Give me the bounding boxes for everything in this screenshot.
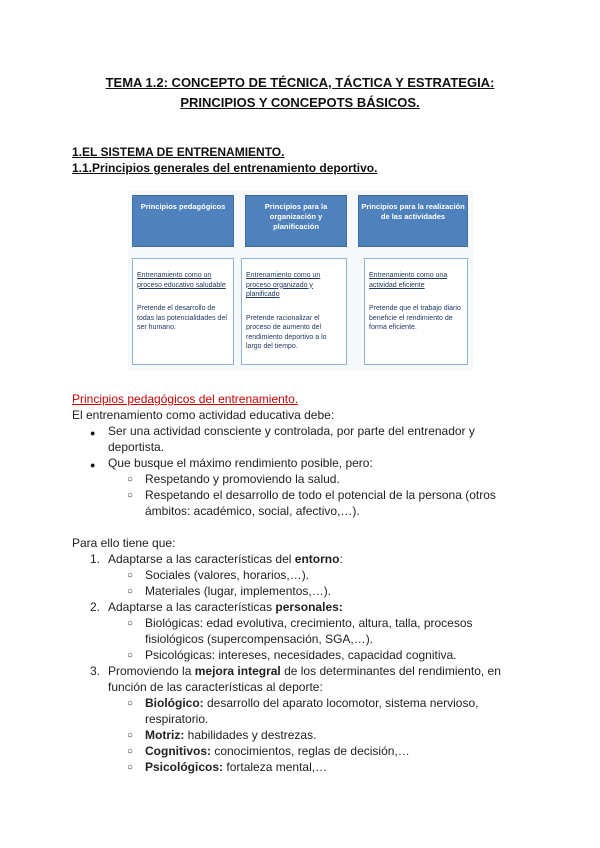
list-item: Que busque el máximo rendimiento posible, pero: bbox=[108, 456, 373, 470]
sub-list-item: Psicológicos: fortaleza mental,… bbox=[145, 760, 328, 774]
para-text: Para ello tiene que: bbox=[72, 536, 176, 550]
intro-text: El entrenamiento como actividad educativa debe: bbox=[72, 408, 335, 422]
diagram-desc-2: Pretende racionalizar el proceso de aumento del rendimiento deportivo a lo largo del tiempo. bbox=[246, 314, 327, 350]
diagram-link-2: Entrenamiento como un proceso organizado y planificado bbox=[246, 272, 321, 298]
principles-diagram bbox=[128, 191, 473, 371]
list-number: 1. bbox=[90, 552, 101, 566]
bullet-icon: ● bbox=[90, 460, 96, 470]
section-heading: 1.EL SISTEMA DE ENTRENAMIENTO. bbox=[72, 145, 285, 159]
numbered-item-1: Adaptarse a las características del entorno: bbox=[108, 552, 343, 566]
title-line-2: PRINCIPIOS Y CONCEPOTS BÁSICOS. bbox=[180, 95, 420, 110]
diagram-body-2 bbox=[241, 258, 347, 365]
list-item-cont: deportista. bbox=[108, 440, 165, 454]
list-number: 3. bbox=[90, 664, 101, 678]
circle-bullet-icon: ○ bbox=[127, 746, 134, 757]
diagram-head-3: Principios para la realización de las actividades bbox=[358, 195, 468, 247]
sub-list-item: Biológicas: edad evolutiva, crecimiento, altura, talla, procesos bbox=[145, 616, 473, 630]
circle-bullet-icon: ○ bbox=[127, 762, 134, 773]
diagram-body-1 bbox=[132, 258, 234, 365]
diagram-head-2: Principios para la organización y planificación bbox=[245, 195, 347, 247]
sub-list-item-cont: fisiológicos (supercompensación, SGA,…). bbox=[145, 632, 374, 646]
circle-bullet-icon: ○ bbox=[127, 650, 134, 661]
sub-list-item: Biológico: desarrollo del aparato locomotor, sistema nervioso, bbox=[145, 696, 479, 710]
sub-list-item-cont: respiratorio. bbox=[145, 712, 209, 726]
circle-bullet-icon: ○ bbox=[127, 730, 134, 741]
diagram-desc-1: Pretende el desarrollo de todas las potencialidades del ser humano. bbox=[137, 305, 227, 331]
sub-list-item: Psicológicas: intereses, necesidades, capacidad cognitiva. bbox=[145, 648, 457, 662]
sub-list-item: Materiales (lugar, implementos,…). bbox=[145, 584, 332, 598]
circle-bullet-icon: ○ bbox=[127, 474, 134, 485]
diagram-link-1: Entrenamiento como un proceso educativo saludable bbox=[137, 272, 226, 289]
list-item: Ser una actividad consciente y controlada, por parte del entrenador y bbox=[108, 424, 475, 438]
list-number: 2. bbox=[90, 600, 101, 614]
diagram-link-3: Entrenamiento como una actividad eficiente bbox=[369, 272, 448, 289]
sub-list-item: Respetando y promoviendo la salud. bbox=[145, 472, 340, 486]
sub-list-item: Sociales (valores, horarios,…). bbox=[145, 568, 310, 582]
numbered-item-3: Promoviendo la mejora integral de los determinantes del rendimiento, en bbox=[108, 664, 501, 678]
circle-bullet-icon: ○ bbox=[127, 586, 134, 597]
sub-list-item: Motriz: habilidades y destrezas. bbox=[145, 728, 317, 742]
subsection-heading: 1.1.Principios generales del entrenamiento deportivo. bbox=[72, 161, 378, 175]
circle-bullet-icon: ○ bbox=[127, 618, 134, 629]
diagram-body-3 bbox=[364, 258, 468, 365]
circle-bullet-icon: ○ bbox=[127, 570, 134, 581]
title-line-1: TEMA 1.2: CONCEPTO DE TÉCNICA, TÁCTICA Y ESTRATEGIA: bbox=[105, 75, 495, 90]
pedagogical-heading: Principios pedagógicos del entrenamiento. bbox=[72, 392, 299, 406]
page-title bbox=[60, 73, 540, 113]
numbered-item-3-cont: función de las características al deporte: bbox=[108, 680, 323, 694]
bullet-icon: ● bbox=[90, 428, 96, 438]
sub-list-item: Cognitivos: conocimientos, reglas de decisión,… bbox=[145, 744, 410, 758]
diagram-desc-3: Pretende que el trabajo diario beneficie el rendimiento de forma eficiente. bbox=[369, 305, 461, 331]
sub-list-item: Respetando el desarrollo de todo el potencial de la persona (otros bbox=[145, 488, 496, 502]
numbered-item-2: Adaptarse a las características personales: bbox=[108, 600, 343, 614]
circle-bullet-icon: ○ bbox=[127, 698, 134, 709]
sub-list-item-cont: ámbitos: académico, social, afectivo,…). bbox=[145, 504, 360, 518]
diagram-head-1: Principios pedagógicos bbox=[132, 195, 234, 247]
circle-bullet-icon: ○ bbox=[127, 490, 134, 501]
